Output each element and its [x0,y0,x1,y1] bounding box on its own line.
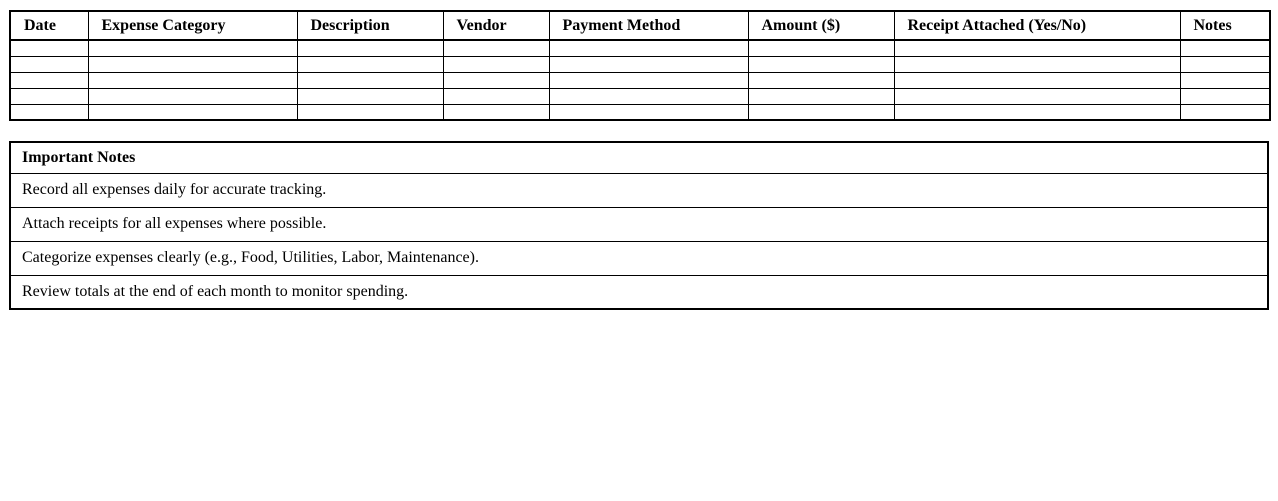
note-text-3: Categorize expenses clearly (e.g., Food, Utilities, Labor, Maintenance). [10,241,1268,275]
expense-cell-expense-category-5 [88,104,297,120]
expense-cell-receipt-attached-yes-no-4 [894,88,1180,104]
expense-row-1 [10,40,1270,56]
expense-cell-description-1 [297,40,443,56]
expense-cell-payment-method-1 [549,40,748,56]
expense-cell-description-5 [297,104,443,120]
column-header-payment-method: Payment Method [549,11,748,40]
expense-cell-amount-3 [748,72,894,88]
note-row-4 [10,275,1268,309]
column-header-description: Description [297,11,443,40]
column-header-receipt-attached-yes-no: Receipt Attached (Yes/No) [894,11,1180,40]
expense-cell-payment-method-4 [549,88,748,104]
note-row-2 [10,207,1268,241]
expense-cell-date-5 [10,104,88,120]
expense-row-2 [10,56,1270,72]
expense-cell-vendor-1 [443,40,549,56]
note-text-2: Attach receipts for all expenses where possible. [10,207,1268,241]
expense-cell-date-1 [10,40,88,56]
notes-title: Important Notes [10,142,1268,173]
column-header-date: Date [10,11,88,40]
expense-table [9,10,1271,121]
important-notes-table [9,141,1269,310]
expense-cell-receipt-attached-yes-no-3 [894,72,1180,88]
column-header-amount: Amount ($) [748,11,894,40]
expense-cell-notes-2 [1180,56,1270,72]
expense-cell-amount-1 [748,40,894,56]
note-row-3 [10,241,1268,275]
expense-cell-expense-category-1 [88,40,297,56]
note-text-4: Review totals at the end of each month to monitor spending. [10,275,1268,309]
expense-cell-notes-4 [1180,88,1270,104]
expense-cell-notes-1 [1180,40,1270,56]
notes-header-row [10,142,1268,173]
expense-cell-payment-method-5 [549,104,748,120]
expense-cell-description-2 [297,56,443,72]
expense-cell-payment-method-3 [549,72,748,88]
expense-table-header-row [10,11,1270,40]
expense-cell-date-3 [10,72,88,88]
expense-cell-receipt-attached-yes-no-1 [894,40,1180,56]
expense-cell-amount-4 [748,88,894,104]
expense-cell-expense-category-2 [88,56,297,72]
expense-row-5 [10,104,1270,120]
column-header-expense-category: Expense Category [88,11,297,40]
expense-cell-receipt-attached-yes-no-2 [894,56,1180,72]
expense-cell-vendor-5 [443,104,549,120]
expense-cell-payment-method-2 [549,56,748,72]
expense-cell-notes-5 [1180,104,1270,120]
expense-cell-amount-2 [748,56,894,72]
note-row-1 [10,173,1268,207]
expense-cell-vendor-3 [443,72,549,88]
expense-cell-vendor-2 [443,56,549,72]
expense-cell-notes-3 [1180,72,1270,88]
expense-cell-receipt-attached-yes-no-5 [894,104,1180,120]
expense-cell-description-4 [297,88,443,104]
expense-cell-amount-5 [748,104,894,120]
expense-row-4 [10,88,1270,104]
expense-cell-description-3 [297,72,443,88]
expense-cell-expense-category-3 [88,72,297,88]
expense-cell-vendor-4 [443,88,549,104]
expense-cell-date-4 [10,88,88,104]
note-text-1: Record all expenses daily for accurate tracking. [10,173,1268,207]
column-header-notes: Notes [1180,11,1270,40]
expense-cell-date-2 [10,56,88,72]
expense-cell-expense-category-4 [88,88,297,104]
expense-row-3 [10,72,1270,88]
column-header-vendor: Vendor [443,11,549,40]
